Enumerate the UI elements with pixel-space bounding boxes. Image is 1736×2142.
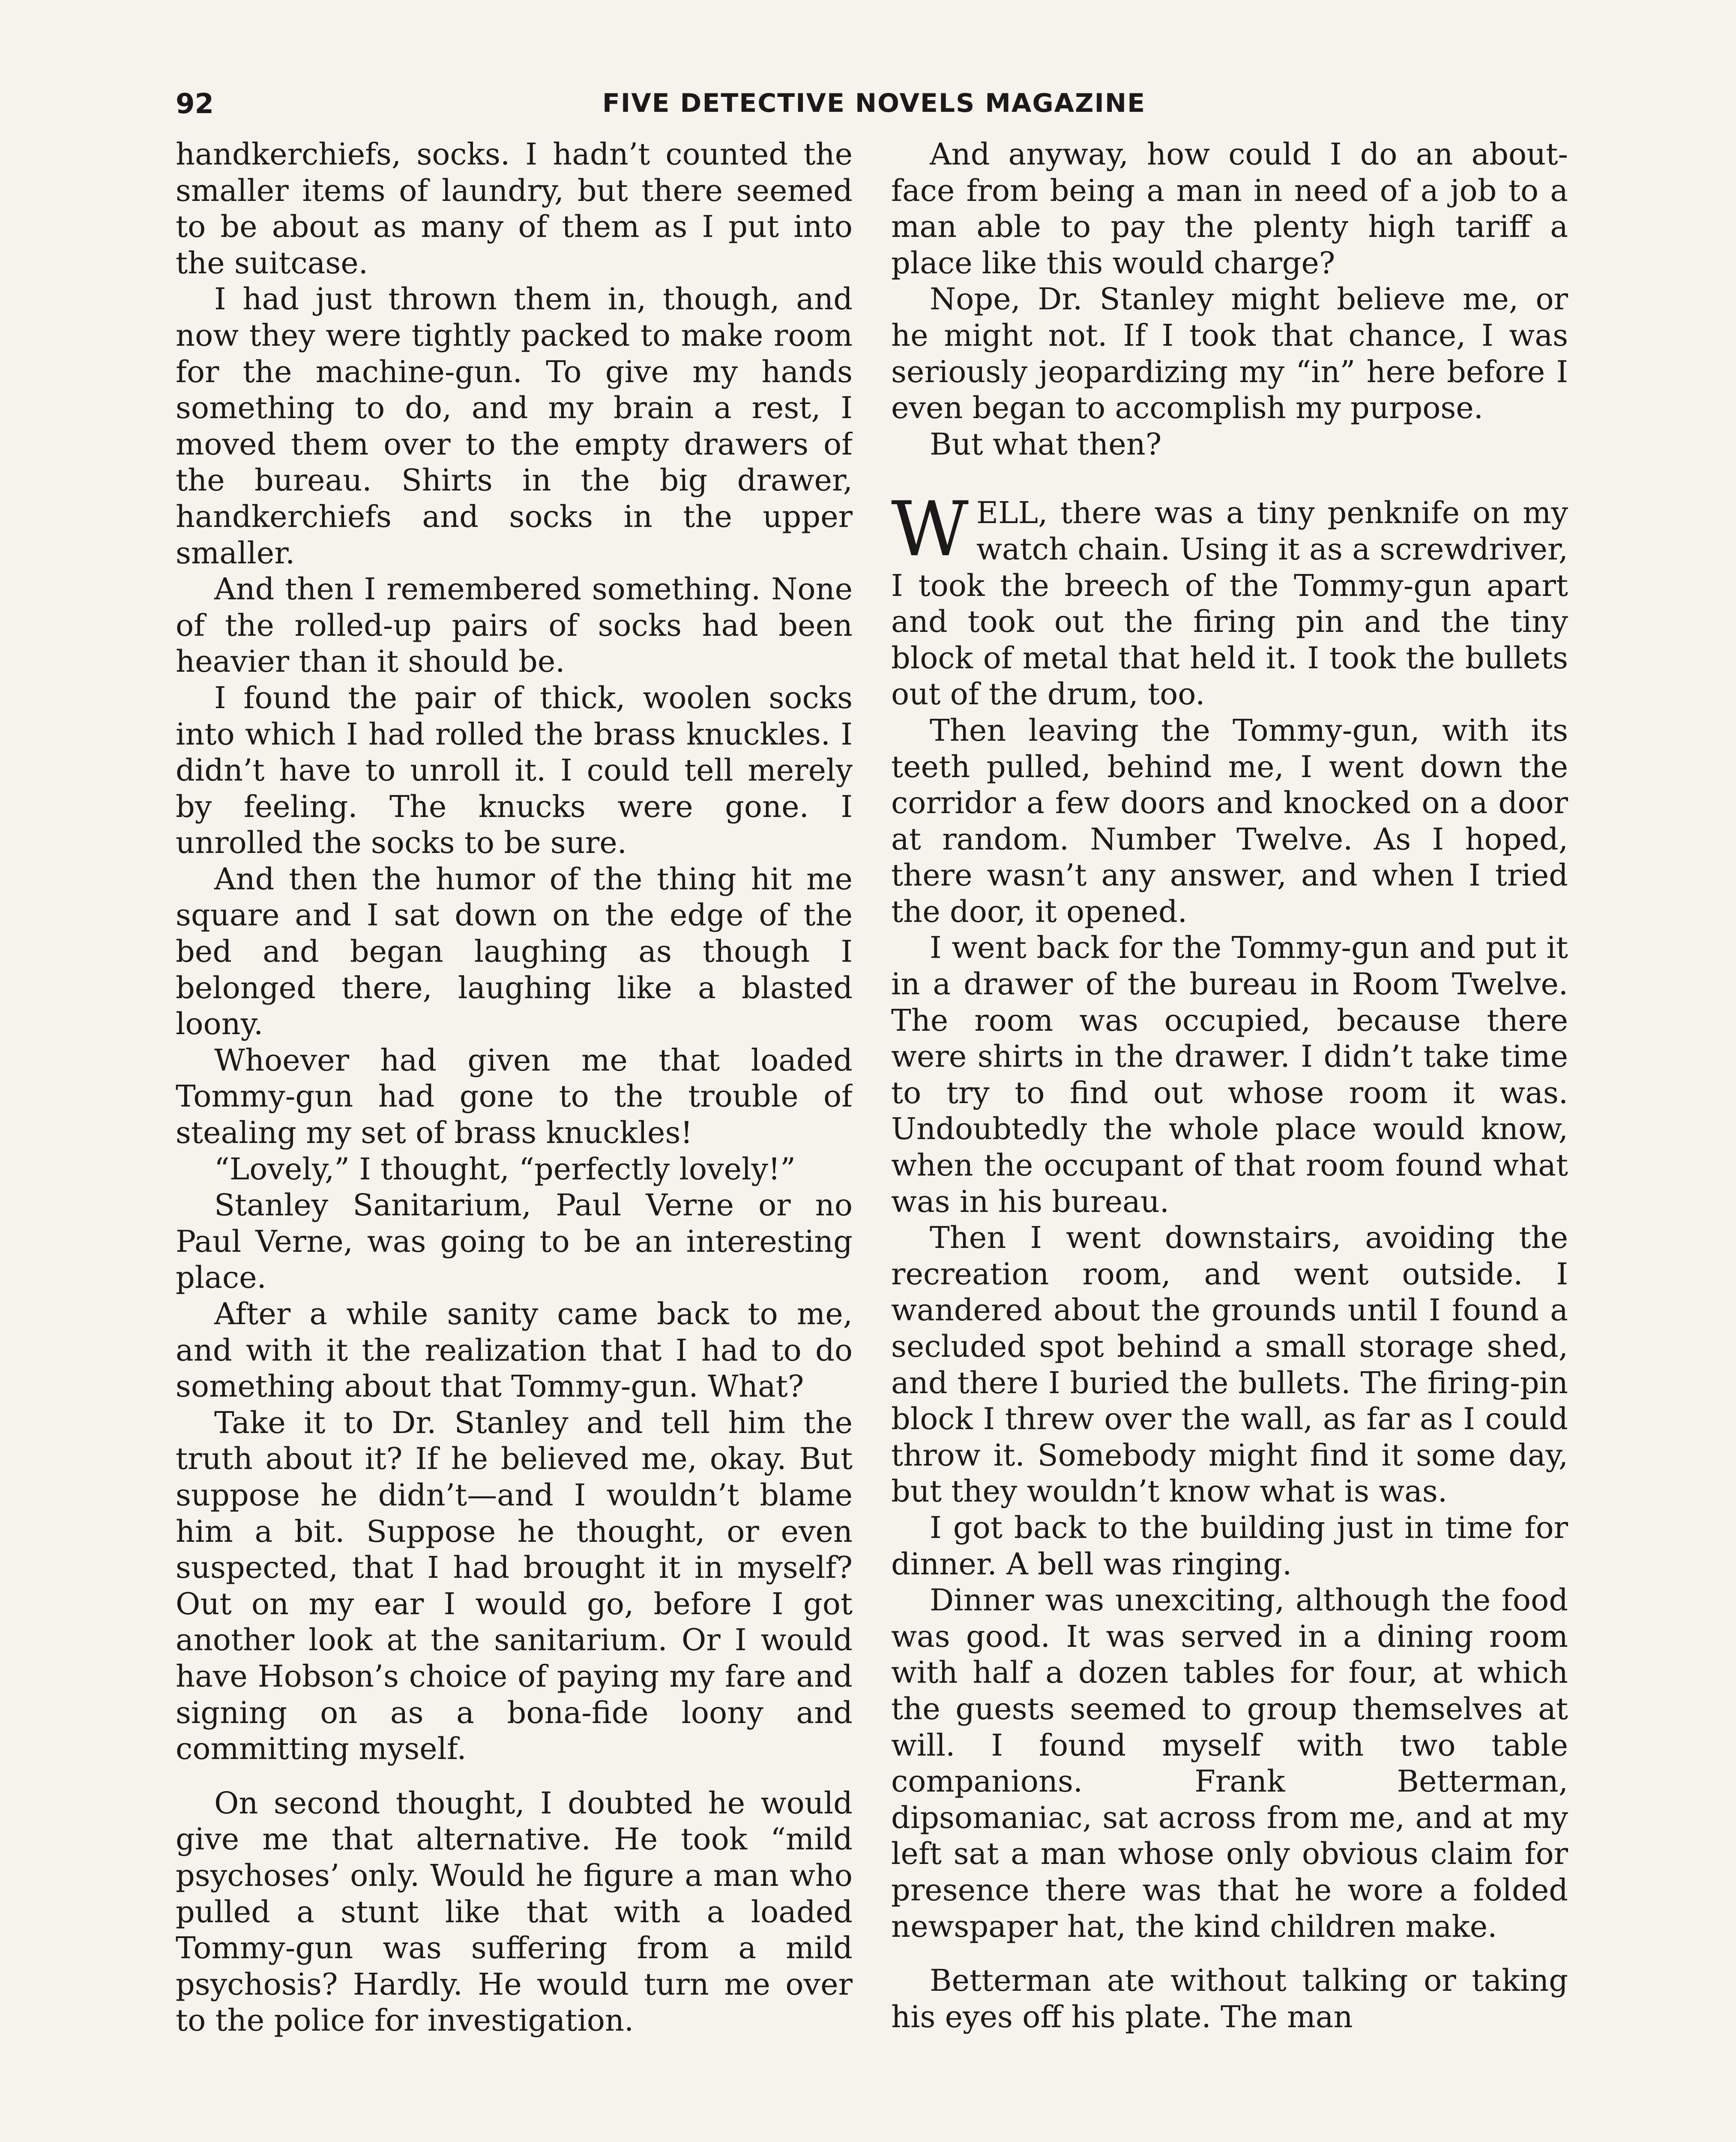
paragraph: After a while sanity came back to me, and with it the realization that I had to do something about that Tommy-gun. What? (176, 1296, 853, 1404)
paragraph: Stanley Sanitarium, Paul Verne or no Paul Verne, was going to be an interesting place. (176, 1188, 853, 1295)
paragraph: I went back for the Tommy-gun and put it in a drawer of the bureau in Room Twelve. The room was occupied, because there were shirts in the drawer. I didn’t take time to try to find out whose room it was. Undoubtedly the whole place would know, when the occupant of that room found what was in his bureau. (891, 930, 1568, 1219)
paragraph: On second thought, I doubted he would give me that alternative. He took “mild psychoses’ only. Would he figure a man who pulled a stunt like that with a loaded Tommy-gun was suffering from a mild psychosis? Hardly. He would turn me over to the police for investigation. (176, 1785, 853, 2038)
paragraph: Whoever had given me that loaded Tommy-gun had gone to the trouble of stealing my set of brass knuckles! (176, 1042, 853, 1151)
paragraph: And then I remembered something. None of the rolled-up pairs of socks had been heavier than it should be. (176, 571, 853, 679)
magazine-title: FIVE DETECTIVE NOVELS MAGAZINE (602, 88, 1146, 118)
paragraph: I found the pair of thick, woolen socks into which I had rolled the brass knuckles. I didn’t have to unroll it. I could tell merely by feeling. The knucks were gone. I unrolled the socks to be sure. (176, 680, 853, 861)
dropcap-paragraph-text: ELL, there was a tiny penknife on my watch chain. Using it as a screwdriver, I took the breech of the Tommy-gun apart and took out the firing pin and the tiny block of metal that held it. I took the bullets out of the drum, too. (891, 495, 1568, 712)
right-column (891, 136, 1568, 2142)
paragraph: handkerchiefs, socks. I hadn’t counted the smaller items of laundry, but there seemed to be about as many of them as I put into the suitcase. (176, 137, 853, 281)
paragraph: And then the humor of the thing hit me square and I sat down on the edge of the bed and began laughing as though I belonged there, laughing like a blasted loony. (176, 861, 853, 1042)
paragraph: Take it to Dr. Stanley and tell him the truth about it? If he believed me, okay. But suppose he didn’t—and I wouldn’t blame him a bit. Suppose he thought, or even suspected, that I had brought it in myself? Out on my ear I would go, before I got another look at the sanitarium. Or I would have Hobson’s choice of paying my fare and signing on as a bona-fide loony and committing myself. (176, 1405, 853, 1767)
paragraph: Dinner was unexciting, although the food was good. It was served in a dining room with half a dozen tables for four, at which the guests seemed to group themselves at will. I found myself with two table companions. Frank Betterman, dipsomaniac, sat across from me, and at my left sat a man whose only obvious claim for presence there was that he wore a folded newspaper hat, the kind children make. (891, 1583, 1568, 1944)
paragraph: Nope, Dr. Stanley might believe me, or he might not. If I took that chance, I was seriously jeopardizing my “in” here before I even began to accomplish my purpose. (891, 281, 1568, 426)
paragraph: And anyway, how could I do an about-face from being a man in need of a job to a man able to pay the plenty high tariff a place like this would charge? (891, 137, 1568, 281)
page-number: 92 (176, 88, 214, 120)
running-header (176, 88, 1572, 135)
paragraph: I got back to the building just in time for dinner. A bell was ringing. (891, 1510, 1568, 1582)
paragraph: But what then? (930, 426, 1162, 462)
drop-cap: W (891, 485, 969, 574)
paragraph: Betterman ate without talking or taking his eyes off his plate. The man (891, 1963, 1568, 2034)
paragraph: Then I went downstairs, avoiding the recreation room, and went outside. I wandered about the grounds until I found a secluded spot behind a small storage shed, and there I buried the bullets. The firing-pin block I threw over the wall, as far as I could throw it. Somebody might find it some day, but they wouldn’t know what is was. (891, 1220, 1568, 1509)
dropcap-paragraph (891, 485, 1568, 712)
paragraph: Then leaving the Tommy-gun, with its teeth pulled, behind me, I went down the corridor a few doors and knocked on a door at random. Number Twelve. As I hoped, there wasn’t any answer, and when I tried the door, it opened. (891, 712, 1568, 929)
left-column (176, 136, 853, 2142)
paragraph: “Lovely,” I thought, “perfectly lovely!” (214, 1151, 796, 1187)
paragraph: I had just thrown them in, though, and now they were tightly packed to make room for the machine-gun. To give my hands something to do, and my brain a rest, I moved them over to the empty drawers of the bureau. Shirts in the big drawer, handkerchiefs and socks in the upper smaller. (176, 281, 853, 571)
